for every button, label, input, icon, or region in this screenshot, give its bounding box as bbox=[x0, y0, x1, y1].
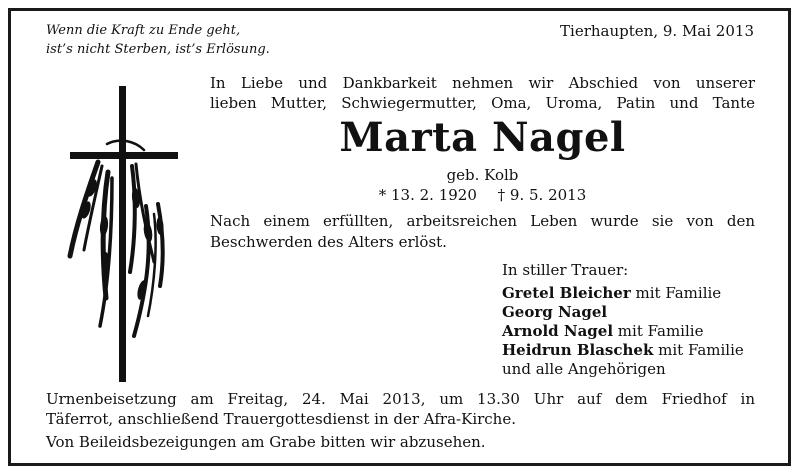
mourner-name: Georg Nagel bbox=[502, 303, 608, 321]
cross-with-grain-icon bbox=[62, 86, 182, 382]
intro-line-2: lieben Mutter, Schwiegermutter, Oma, Uroma, Patin und Tante bbox=[210, 94, 755, 112]
mourner-entry bbox=[502, 322, 744, 341]
burial-line-2: Täferrot, anschließend Trauergottesdienst in der Afra-Kirche. bbox=[46, 410, 516, 428]
condolences-note: Von Beileidsbezeigungen am Grabe bitten wir abzusehen. bbox=[46, 433, 486, 451]
deceased-name: Marta Nagel bbox=[339, 114, 626, 161]
mourner-entry bbox=[502, 341, 744, 360]
mourner-suffix: mit Familie bbox=[613, 322, 704, 340]
motto-line-1: Wenn die Kraft zu Ende geht, bbox=[46, 23, 241, 38]
mourner-name: Heidrun Blaschek bbox=[502, 341, 654, 359]
mourners-closing: und alle Angehörigen bbox=[502, 360, 666, 378]
motto-quote bbox=[46, 21, 270, 59]
intro-text bbox=[210, 73, 755, 113]
place-date: Tierhaupten, 9. Mai 2013 bbox=[560, 22, 754, 40]
mourning-heading: In stiller Trauer: bbox=[502, 261, 629, 279]
birth-date: * 13. 2. 1920 bbox=[378, 186, 477, 204]
life-line-2: Beschwerden des Alters erlöst. bbox=[210, 233, 447, 251]
mourner-entry bbox=[502, 284, 744, 303]
life-line-1: Nach einem erfüllten, arbeitsreichen Leben wurde sie von den bbox=[210, 212, 755, 230]
mourner-suffix: mit Familie bbox=[630, 284, 722, 302]
burial-notice bbox=[46, 389, 755, 429]
mourner-name: Arnold Nagel bbox=[502, 322, 614, 340]
mourner-suffix: mit Familie bbox=[653, 341, 744, 359]
intro-line-1: In Liebe und Dankbarkeit nehmen wir Abschied von unserer bbox=[210, 74, 755, 92]
burial-line-1: Urnenbeisetzung am Freitag, 24. Mai 2013, um 13.30 Uhr auf dem Friedhof in bbox=[46, 390, 755, 408]
life-dates bbox=[210, 186, 755, 205]
mourner-name: Gretel Bleicher bbox=[502, 284, 631, 302]
life-text bbox=[210, 211, 755, 253]
birth-name: geb. Kolb bbox=[446, 166, 519, 184]
motto-line-2: ist’s nicht Sterben, ist’s Erlösung. bbox=[46, 42, 270, 57]
mourners-list bbox=[502, 284, 744, 379]
death-date: † 9. 5. 2013 bbox=[497, 186, 587, 204]
mourner-entry bbox=[502, 303, 744, 322]
